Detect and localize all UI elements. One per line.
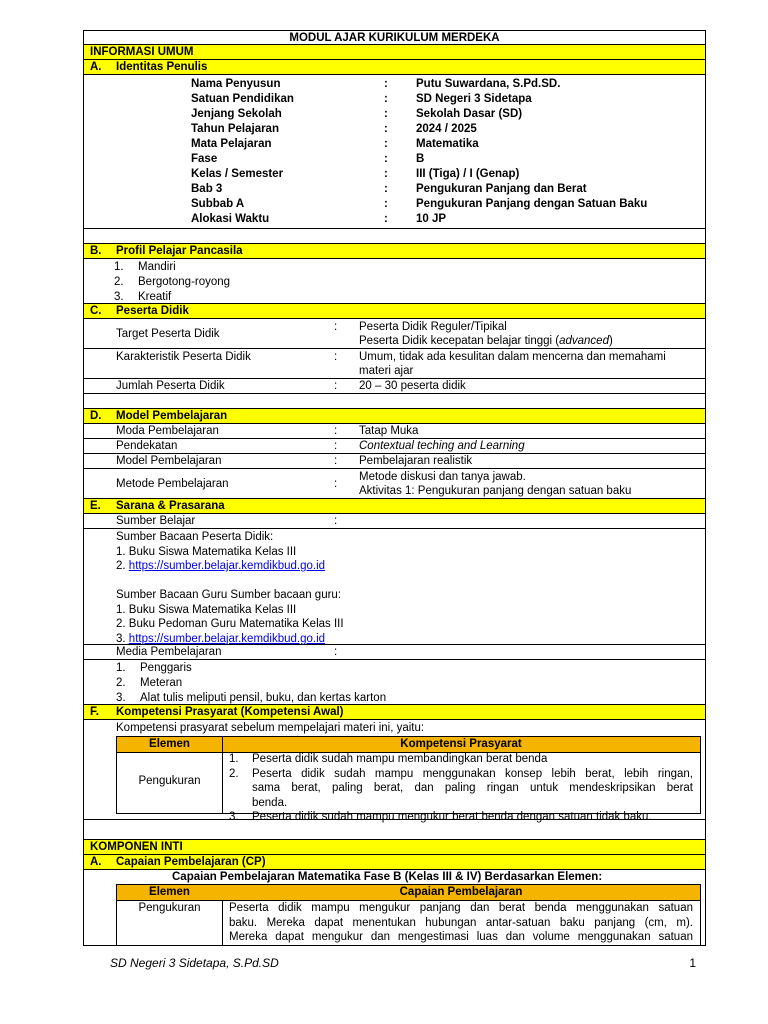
cp-text: Peserta didik mampu mengukur panjang dan berat benda menggunakan satuan baku. Mereka dapat menentukan hubungan antar-satuan baku panjang (cm, m). Mereka dapat mengukur dan mengestimasi luas dan volume menggunakan satuan: [229, 902, 693, 943]
blank-row: [83, 820, 706, 840]
list-item: 3. Kreatif: [114, 291, 172, 303]
identitas-row: Nama Penyusun : Putu Suwardana, S.Pd.SD.: [191, 78, 561, 90]
list-item: 1. Mandiri: [114, 261, 176, 273]
table-header: Elemen Capaian Pembelajaran: [117, 885, 700, 901]
identitas-row: Fase : B: [191, 153, 425, 165]
table-header: Elemen Kompetensi Prasyarat: [117, 737, 700, 753]
sumber-bacaan-block: Sumber Bacaan Peserta Didik: 1. Buku Siswa Matematika Kelas III 2. https://sumber.belajar.kemdikbud.go.id Sumber Bacaan Guru Sumber bacaan guru: 1. Buku Siswa Matematika Kelas III 2. Buku Pedoman Guru Matematika Kelas III 3. https://sumber.belajar.kemdikbud.go.id: [83, 529, 706, 645]
media-list: [83, 660, 706, 705]
prasyarat-list: 1. Peserta didik sudah mampu membandingkan berat benda 2. Peserta didik sudah mampu menggunakan konsep lebih berat, lebih ringan, sama berat, paling berat, dan paling ringan untuk mendeskripsikan berat benda. 3. Peserta didik sudah mampu mengukur berat benda dengan satuan tidak baku.: [229, 753, 693, 823]
identitas-row: Bab 3 : Pengukuran Panjang dan Berat: [191, 183, 587, 195]
identitas-row: Tahun Pelajaran : 2024 / 2025: [191, 123, 477, 135]
section-b-header: B. Profil Pelajar Pancasila: [83, 244, 706, 259]
list-item: 2. Bergotong-royong: [114, 276, 231, 288]
identitas-row: Alokasi Waktu : 10 JP: [191, 213, 447, 225]
identitas-row: Satuan Pendidikan : SD Negeri 3 Sidetapa: [191, 93, 532, 105]
section-c-header: C. Peserta Didik: [83, 304, 706, 319]
identitas-block: [83, 75, 706, 229]
section-a-header: A. Identitas Penulis: [83, 60, 706, 75]
identitas-row: Kelas / Semester : III (Tiga) / I (Genap): [191, 168, 520, 180]
identitas-row: Subbab A : Pengukuran Panjang dengan Satuan Baku: [191, 198, 648, 210]
list-item: 2. Meteran: [116, 677, 183, 689]
sumber-belajar-link[interactable]: https://sumber.belajar.kemdikbud.go.id: [128, 560, 326, 572]
section-e-header: E. Sarana & Prasarana: [83, 499, 706, 514]
page-number: 1: [689, 956, 696, 970]
komponen-inti-header: KOMPONEN INTI: [83, 840, 706, 855]
target-peserta-row: Target Peserta Didik : Peserta Didik Reguler/Tipikal Peserta Didik kecepatan belajar tinggi (advanced): [83, 319, 706, 349]
karakteristik-row: Karakteristik Peserta Didik : Umum, tidak ada kesulitan dalam mencerna dan memahami materi ajar: [83, 349, 706, 379]
prasyarat-block: Kompetensi prasyarat sebelum mempelajari materi ini, yaitu: Elemen Kompetensi Prasyarat Pengukuran 1. Peserta didik sudah mampu membandingkan berat benda 2. Peserta didik sudah mampu menggunakan konsep lebih berat, lebih ringan, sama berat, paling berat, dan paling ringan untuk mendeskripsikan berat benda. 3. Peserta didik sudah mampu mengukur berat benda dengan satuan tidak baku.: [83, 720, 706, 820]
document-title: MODUL AJAR KURIKULUM MERDEKA: [83, 30, 706, 45]
sumber-belajar-link[interactable]: https://sumber.belajar.kemdikbud.go.id: [128, 632, 326, 645]
info-umum-header: INFORMASI UMUM: [83, 45, 706, 60]
list-item: 1. Penggaris: [116, 662, 192, 674]
cp-table: Elemen Capaian Pembelajaran Pengukuran Peserta didik mampu mengukur panjang dan berat benda menggunakan satuan baku. Mereka dapat menentukan hubungan antar-satuan baku panjang (cm, m). Mereka dapat mengukur dan mengestimasi luas dan volume menggunakan satuan: [116, 884, 701, 946]
jumlah-row: Jumlah Peserta Didik : 20 – 30 peserta didik: [83, 379, 706, 394]
profil-list: [83, 259, 706, 304]
page-footer: [110, 956, 696, 970]
section-d-header: D. Model Pembelajaran: [83, 409, 706, 424]
identitas-row: Jenjang Sekolah : Sekolah Dasar (SD): [191, 108, 523, 120]
blank-row: [83, 229, 706, 244]
media-row: Media Pembelajaran :: [83, 645, 706, 660]
model-row: Model Pembelajaran : Pembelajaran realistik: [83, 454, 706, 469]
section-cp-header: A. Capaian Pembelajaran (CP): [83, 855, 706, 870]
document-page: [83, 30, 706, 946]
list-item: 3. Alat tulis meliputi pensil, buku, dan kertas karton: [116, 692, 387, 704]
prasyarat-table: Elemen Kompetensi Prasyarat Pengukuran 1. Peserta didik sudah mampu membandingkan berat benda 2. Peserta didik sudah mampu menggunakan konsep lebih berat, lebih ringan, sama berat, paling berat, dan paling ringan untuk mendeskripsikan berat benda. 3. Peserta didik sudah mampu mengukur berat benda dengan satuan tidak baku.: [116, 736, 701, 814]
pendekatan-row: Pendekatan : Contextual teching and Learning: [83, 439, 706, 454]
moda-row: Moda Pembelajaran : Tatap Muka: [83, 424, 706, 439]
cp-block: Capaian Pembelajaran Matematika Fase B (Kelas III & IV) Berdasarkan Elemen: Elemen Capaian Pembelajaran Pengukuran Peserta didik mampu mengukur panjang dan berat benda menggunakan satuan baku. Mereka dapat menentukan hubungan antar-satuan baku panjang (cm, m). Mereka dapat mengukur dan mengestimasi luas dan volume menggunakan satuan: [83, 870, 706, 946]
section-f-header: F. Kompetensi Prasyarat (Kompetensi Awal): [83, 705, 706, 720]
blank-row: [83, 394, 706, 409]
metode-row: Metode Pembelajaran : Metode diskusi dan tanya jawab. Aktivitas 1: Pengukuran panjang dengan satuan baku: [83, 469, 706, 499]
sumber-belajar-row: Sumber Belajar :: [83, 514, 706, 529]
identitas-row: Mata Pelajaran : Matematika: [191, 138, 479, 150]
footer-label: SD Negeri 3 Sidetapa, S.Pd.SD: [110, 956, 279, 970]
